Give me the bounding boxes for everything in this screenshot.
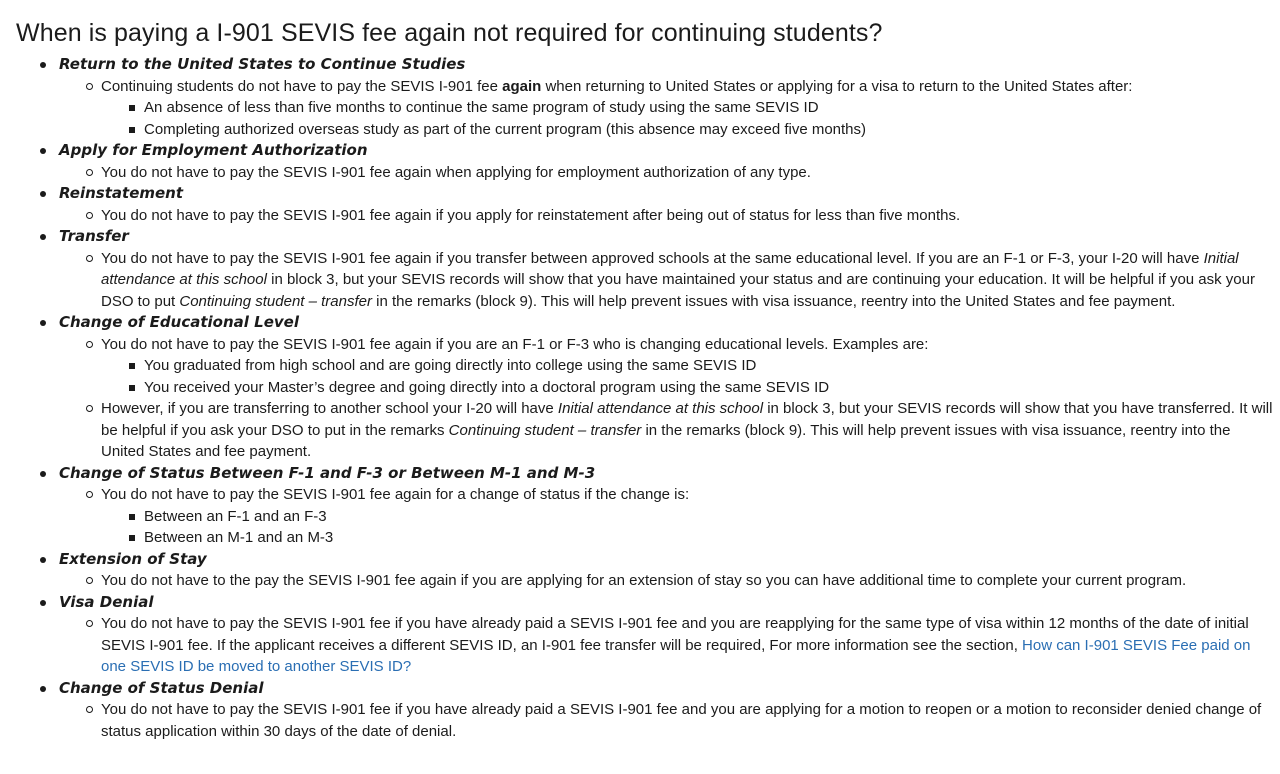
section-heading: Change of Status Between F-1 and F-3 or Between M-1 and M-3: [59, 463, 596, 482]
section-paragraph: You do not have to pay the SEVIS I-901 fee again for a change of status if the change is: Between an F-1 and an F-3 Between an M-1 and an M-3: [59, 484, 1280, 549]
section-paragraph: You do not have to pay the SEVIS I-901 fee if you have already paid a SEVIS I-901 fee and you are applying for a motion to reopen or a motion to reconsider denied change of status application within 30 days of the date of denial.: [59, 699, 1280, 742]
section-heading: Transfer: [59, 227, 129, 245]
emphasis-again: again: [502, 77, 542, 95]
section-paragraph: However, if you are transferring to another school your I-20 will have Initial attendance at this school in block 3, but your SEVIS records will show that you have transferred. It will be helpful if you ask your DSO to put in the remarks Continuing student – transfer in the remarks (block 9). This will help prevent issues with visa issuance, reentry into the United States and fee payment.: [59, 398, 1280, 463]
section-transfer: [16, 226, 1280, 312]
section-status-denial: [16, 678, 1280, 743]
section-paragraph: You do not have to pay the SEVIS I-901 fee again if you apply for reinstatement after being out of status for less than five months.: [59, 205, 1280, 227]
section-paragraph: You do not have to pay the SEVIS I-901 fee again when applying for employment authorization of any type.: [59, 162, 1280, 184]
section-extension: [16, 549, 1280, 592]
sub-item: You received your Master’s degree and going directly into a doctoral program using the same SEVIS ID: [101, 377, 1274, 399]
section-return: [16, 54, 1280, 140]
sub-item: Between an F-1 and an F-3: [101, 506, 1274, 528]
section-heading: Change of Educational Level: [59, 313, 299, 331]
section-heading: Extension of Stay: [59, 549, 207, 568]
section-educational-level: [16, 312, 1280, 463]
section-paragraph: Continuing students do not have to pay the SEVIS I-901 fee again when returning to United States or applying for a visa to return to the United States after: An absence of less than five months to continue the same program of study using the same SEVIS ID Completing authorized overseas study as part of the current program (this absence may exceed five months): [59, 76, 1280, 141]
section-heading: Return to the United States to Continue Studies: [59, 55, 466, 73]
section-heading: Reinstatement: [59, 184, 184, 202]
section-reinstatement: [16, 183, 1280, 226]
section-heading: Visa Denial: [59, 592, 154, 611]
section-heading: Apply for Employment Authorization: [59, 141, 368, 159]
section-employment: [16, 140, 1280, 183]
page-title: When is paying a I-901 SEVIS fee again not required for continuing students?: [16, 19, 883, 47]
sub-item: Between an M-1 and an M-3: [101, 527, 1274, 549]
section-paragraph: You do not have to pay the SEVIS I-901 fee again if you are an F-1 or F-3 who is changing educational levels. Examples are: You graduated from high school and are going directly into college using the same SEVIS ID You received your Master’s degree and going directly into a doctoral program using the same SEVIS ID: [59, 334, 1280, 399]
section-paragraph: You do not have to pay the SEVIS I-901 fee again if you transfer between approved schools at the same educational level. If you are an F-1 or F-3, your I-20 will have Initial attendance at this school in block 3, but your SEVIS records will show that you have maintained your status and are continuing your education. It will be helpful if you ask your DSO to put Continuing student – transfer in the remarks (block 9). This will help prevent issues with visa issuance, reentry into the United States and fee payment.: [59, 248, 1280, 313]
section-visa-denial: [16, 592, 1280, 678]
section-paragraph: You do not have to pay the SEVIS I-901 fee if you have already paid a SEVIS I-901 fee and you are reapplying for the same type of visa within 12 months of the date of initial SEVIS I-901 fee. If the applicant receives a different SEVIS ID, an I-901 fee transfer will be required, For more information see the section, How can I-901 SEVIS Fee paid on one SEVIS ID be moved to another SEVIS ID?: [59, 613, 1280, 678]
sub-item: Completing authorized overseas study as part of the current program (this absence may exceed five months): [101, 119, 1274, 141]
section-list: [16, 54, 1280, 742]
section-heading: Change of Status Denial: [59, 678, 264, 697]
sevis-fee-transfer-link[interactable]: How can I-901 SEVIS Fee paid on one SEVIS ID be moved to another SEVIS ID?: [101, 636, 1251, 675]
sub-item: You graduated from high school and are going directly into college using the same SEVIS ID: [101, 355, 1274, 377]
section-paragraph: You do not have to the pay the SEVIS I-901 fee again if you are applying for an extension of stay so you can have additional time to complete your current program.: [59, 570, 1280, 592]
section-change-of-status: [16, 463, 1280, 549]
sub-item: An absence of less than five months to continue the same program of study using the same SEVIS ID: [101, 97, 1274, 119]
